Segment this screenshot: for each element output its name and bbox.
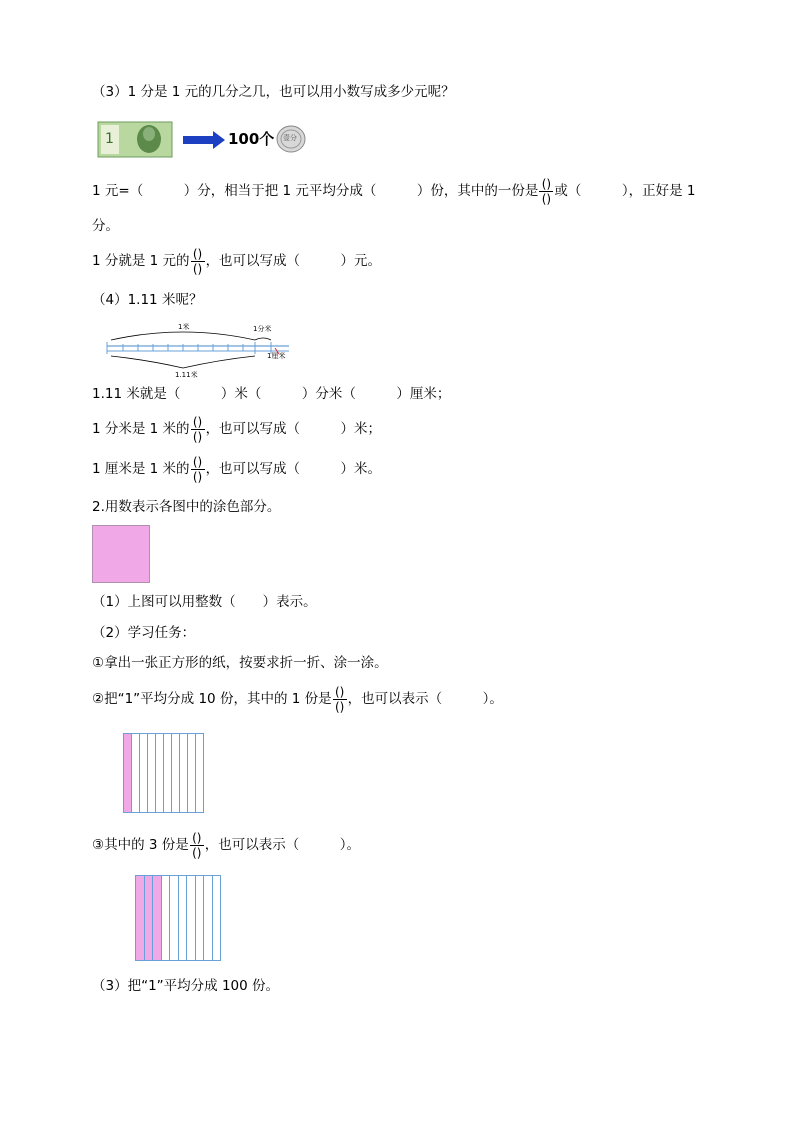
tenths-grid-1 [123, 733, 204, 813]
fraction-blank[interactable]: $\frac{()}{()}$ [333, 685, 347, 714]
coin-icon [276, 125, 306, 153]
ruler-label-total: 1.11米 [175, 371, 198, 379]
q3-title: （3）1 分是 1 元的几分之几，也可以用小数写成多少元呢？ [92, 84, 455, 100]
q3-line2: 分。 [92, 218, 119, 234]
fraction-blank[interactable]: $\frac{()}{()}$ [190, 831, 204, 860]
grid-column [156, 734, 164, 812]
ruler-label-1m: 1米 [178, 323, 190, 331]
part2-step3: ③其中的 3 份是 $\frac{()}{()}$ ，也可以表示（ ）。 [92, 830, 361, 860]
arrow-icon [183, 131, 225, 149]
q3-line1: 1 元=（ ）分，相当于把 1 元平均分成（ ）份，其中的一份是 $\frac{()}{()}$ 或（ ），正好是 1 [92, 176, 696, 206]
grid-column [148, 734, 156, 812]
grid-column [164, 734, 172, 812]
tenths-grid-2 [135, 875, 221, 961]
shaded-column [136, 876, 145, 960]
fraction-blank[interactable]: $\frac{()}{()}$ [539, 177, 553, 206]
q4-line3: 1 厘米是 1 米的 $\frac{()}{()}$ ，也可以写成（ ）米。 [92, 454, 382, 484]
svg-text:1: 1 [105, 131, 114, 147]
grid-column [179, 876, 188, 960]
banknote-image [97, 119, 173, 159]
shaded-column [153, 876, 162, 960]
grid-column [172, 734, 180, 812]
grid-column [170, 876, 179, 960]
fraction-blank[interactable]: $\frac{()}{()}$ [191, 247, 205, 276]
shaded-column [124, 734, 132, 812]
coin-label: 壹分 [283, 134, 297, 142]
grid-column [162, 876, 171, 960]
q4-line1: 1.11 米就是（ ）米（ ）分米（ ）厘米； [92, 386, 451, 402]
ruler-diagram [103, 318, 299, 380]
shaded-column [145, 876, 154, 960]
grid-column [196, 734, 203, 812]
grid-column [204, 876, 213, 960]
grid-column [140, 734, 148, 812]
ruler-label-1cm: 1厘米 [267, 352, 286, 360]
part2-sub3: （3）把“1”平均分成 100 份。 [92, 978, 280, 994]
grid-column [132, 734, 140, 812]
shaded-square [92, 525, 150, 583]
q4-title: （4）1.11 米呢？ [92, 292, 203, 308]
part2-step1: ①拿出一张正方形的纸，按要求折一折、涂一涂。 [92, 655, 388, 671]
part2-sub2: （2）学习任务： [92, 625, 196, 641]
grid-column [188, 734, 196, 812]
fraction-blank[interactable]: $\frac{()}{()}$ [191, 455, 205, 484]
q3-line3: 1 分就是 1 元的 $\frac{()}{()}$ ，也可以写成（ ）元。 [92, 246, 382, 276]
part2-step2: ②把“1”平均分成 10 份，其中的 1 份是 $\frac{()}{()}$ ，也可以表示（ ）。 [92, 684, 503, 714]
part2-title: 2.用数表示各图中的涂色部分。 [92, 499, 281, 515]
grid-column [180, 734, 188, 812]
q4-line2: 1 分米是 1 米的 $\frac{()}{()}$ ，也可以写成（ ）米； [92, 414, 382, 444]
arrow-label: 100个 [228, 130, 275, 148]
grid-column [187, 876, 196, 960]
grid-column [213, 876, 221, 960]
grid-column [196, 876, 205, 960]
ruler-label-1dm: 1分米 [253, 325, 272, 333]
fraction-blank[interactable]: $\frac{()}{()}$ [191, 415, 205, 444]
part2-sub1: （1）上图可以用整数（ ）表示。 [92, 594, 317, 610]
